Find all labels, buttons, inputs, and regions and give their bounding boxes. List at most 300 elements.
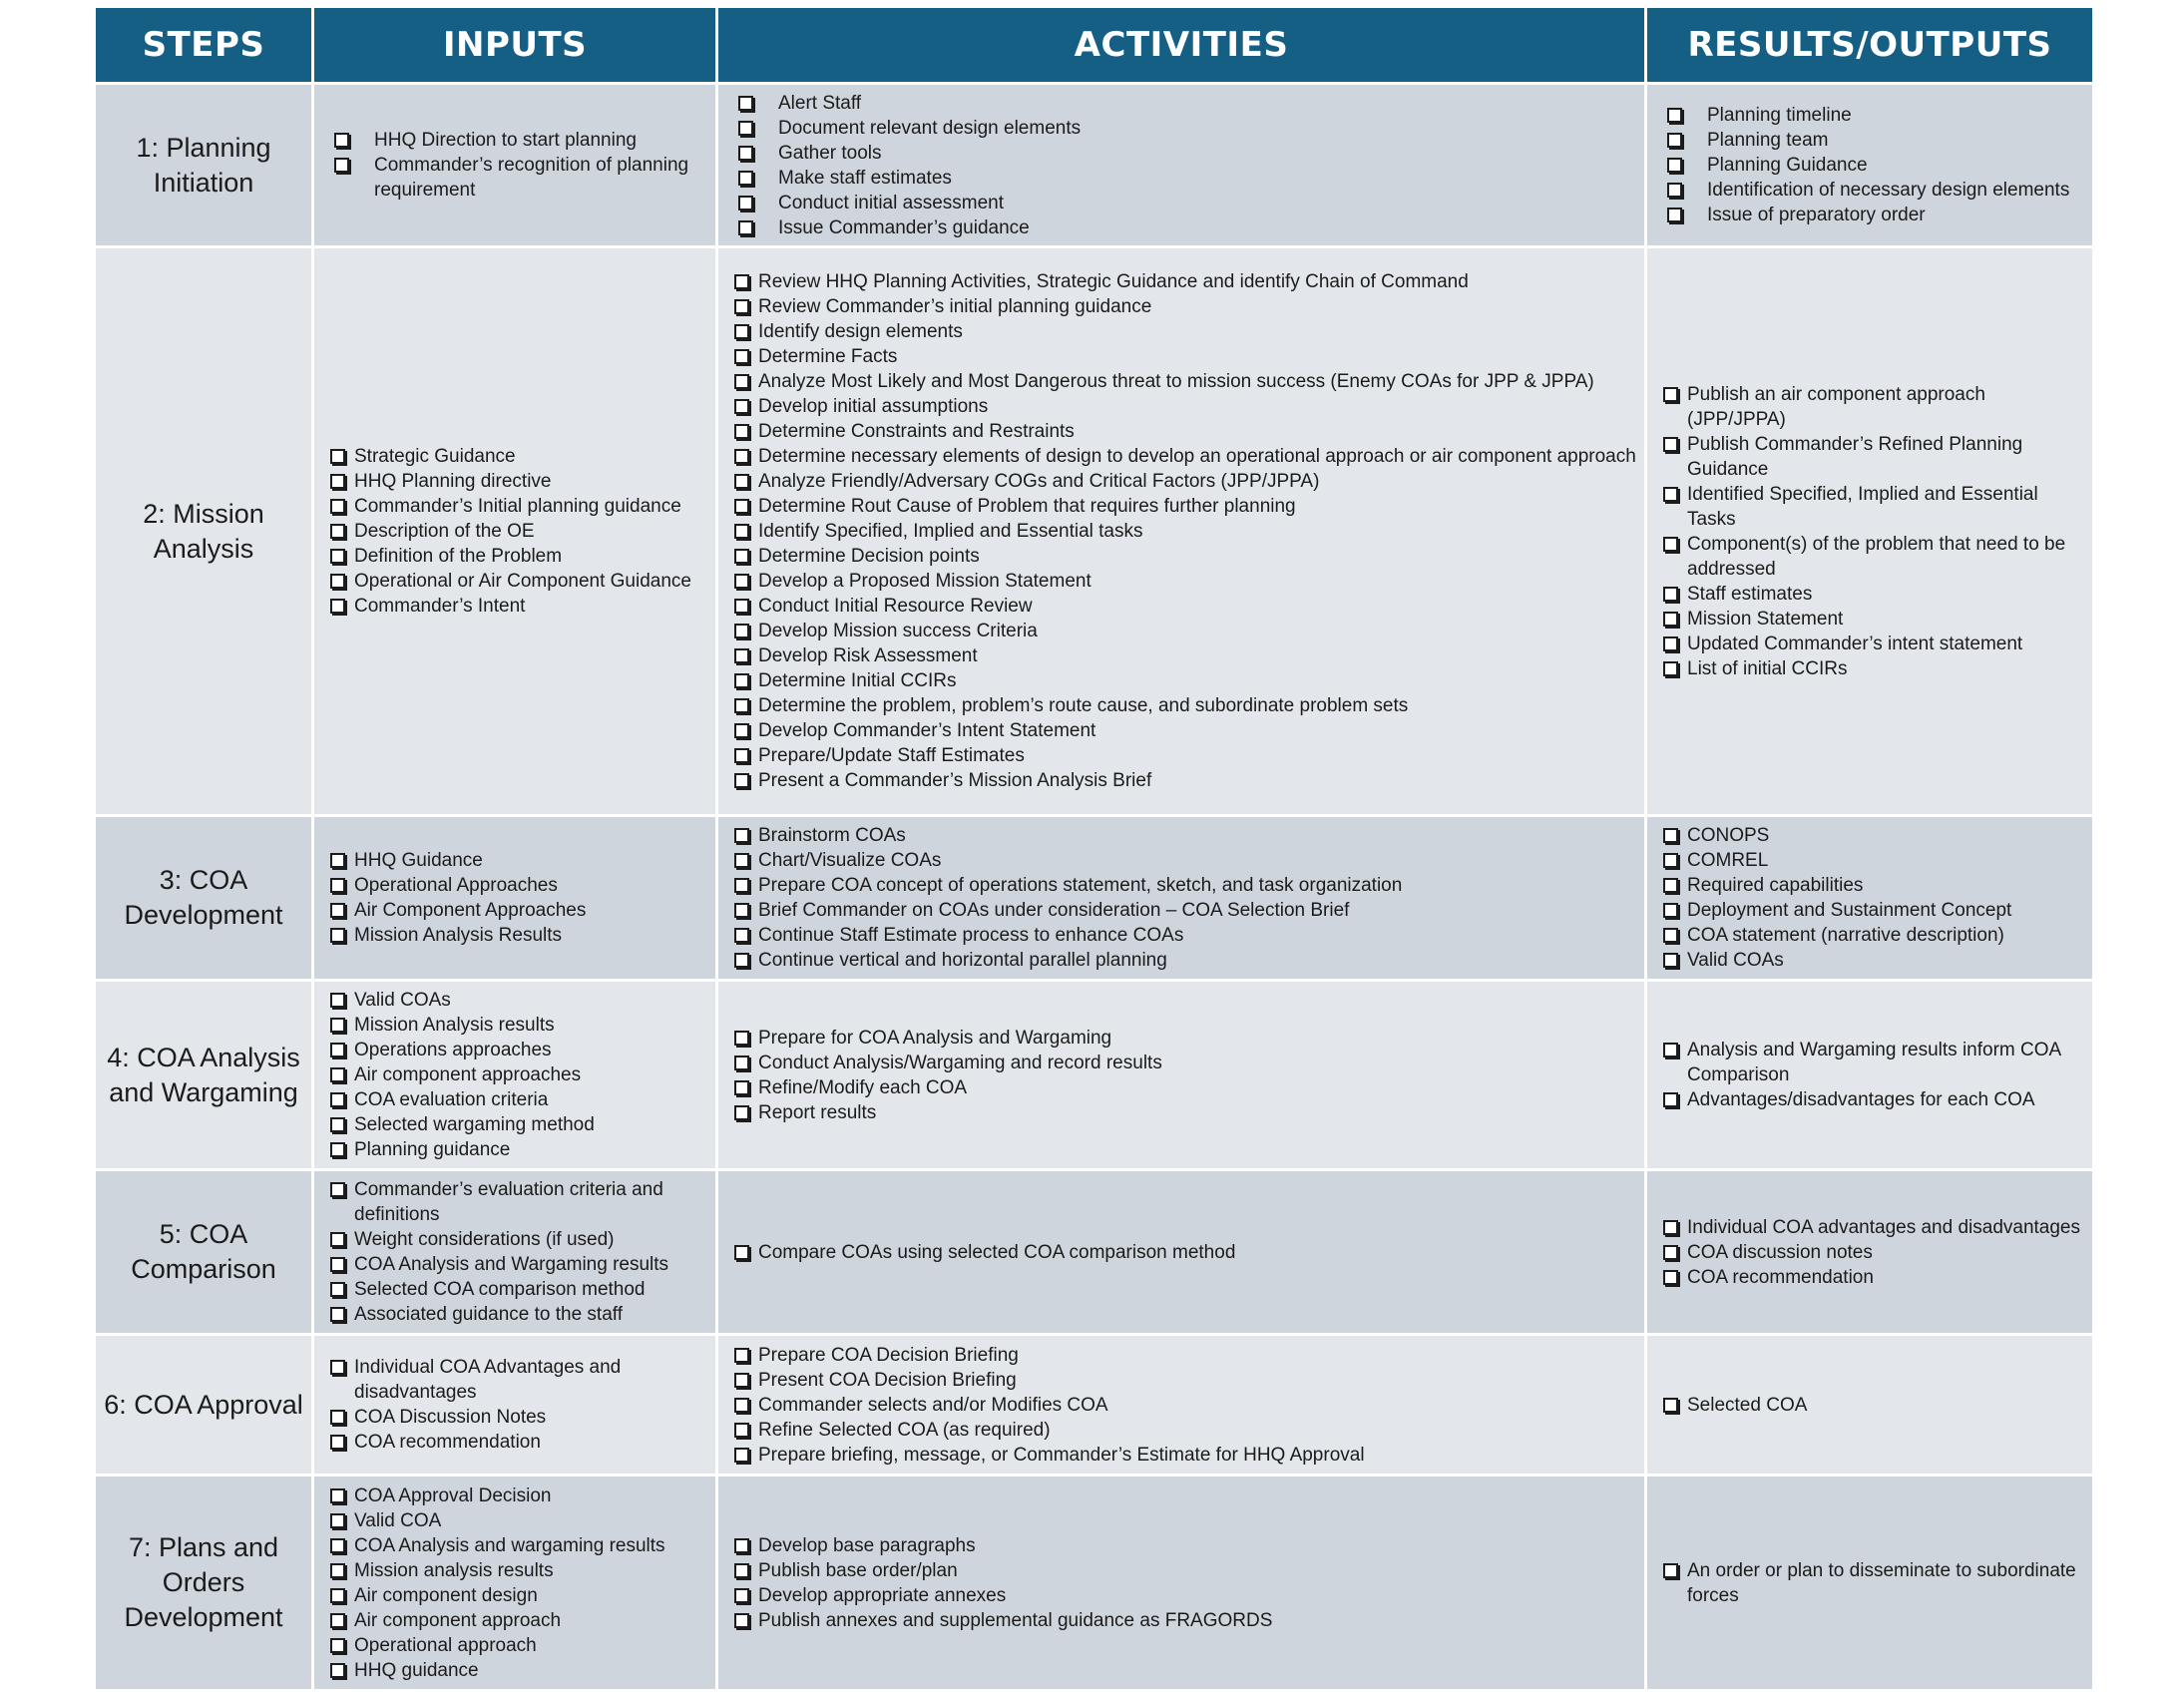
checkbox-icon [330,1513,345,1528]
list-item [314,1533,715,1558]
activities-cell [717,247,1646,816]
checkbox-icon [734,574,749,589]
list-item [718,1583,1644,1608]
checkbox-icon [330,1282,345,1297]
checkbox-icon [734,274,749,289]
list-item [314,1658,715,1683]
checkbox-icon [330,853,345,868]
item-text: Publish an air component approach (JPP/JPPA) [1687,383,1985,430]
list-item [718,569,1644,594]
checkbox-icon [1663,1043,1678,1058]
checkbox-icon [738,96,753,111]
checkbox-icon [330,1638,345,1653]
list-item [1647,582,2092,607]
checkbox-icon [1663,928,1678,943]
list-item [314,1302,715,1327]
item-text: List of initial CCIRs [1687,657,1848,679]
item-text: Advantages/disadvantages for each COA [1687,1089,2035,1110]
item-text: Refine/Modify each COA [758,1076,968,1098]
checkbox-icon [734,1245,749,1260]
list-item [1647,823,2092,848]
item-text: Individual COA advantages and disadvantages [1687,1216,2080,1238]
header-inputs: INPUTS [313,7,717,84]
item-text: Continue vertical and horizontal parallel planning [758,950,1167,971]
checkbox-icon [1663,878,1678,893]
inputs-cell [313,1476,717,1691]
checkbox-icon [734,524,749,539]
checkbox-icon [1663,953,1678,968]
checkbox-icon [734,399,749,414]
item-text: HHQ guidance [354,1659,479,1681]
checkbox-icon [1667,108,1682,123]
item-text: Planning guidance [354,1139,511,1160]
list-item [314,898,715,923]
outputs-cell [1646,1476,2094,1691]
inputs-cell [313,247,717,816]
list-item [718,848,1644,873]
item-text: Refine Selected COA (as required) [758,1419,1051,1441]
checkbox-icon [1663,661,1678,676]
list-item [718,319,1644,344]
list-item [314,1112,715,1137]
item-text: CONOPS [1687,825,1770,846]
item-text: Staff estimates [1687,583,1813,605]
item-text: COA recommendation [1687,1266,1874,1288]
table-row [95,84,2094,247]
step-label: 1: Planning Initiation [95,84,313,247]
checkbox-icon [330,524,345,539]
checkbox-icon [734,1031,749,1046]
checkbox-icon [1663,853,1678,868]
checkbox-icon [330,1257,345,1272]
checkbox-icon [734,648,749,663]
checkbox-icon [734,1563,749,1578]
item-text: Mission analysis results [354,1559,554,1581]
checkbox-icon [734,1373,749,1388]
list-item [314,1038,715,1062]
checkbox-icon [738,220,753,235]
list-item [314,128,715,153]
inputs-list [314,1483,715,1683]
activities-list [718,91,1644,240]
checkbox-icon [330,499,345,514]
checkbox-icon [1663,903,1678,918]
item-text: COMREL [1687,850,1769,871]
list-item [314,444,715,469]
outputs-list [1647,1393,2092,1418]
inputs-cell [313,816,717,981]
checkbox-icon [330,928,345,943]
list-item [718,1533,1644,1558]
item-text: Description of the OE [354,521,535,542]
list-item [1647,203,2092,227]
checkbox-icon [1663,537,1678,552]
list-item [314,1405,715,1430]
checkbox-icon [334,133,349,148]
list-item [314,1013,715,1038]
list-item [314,594,715,619]
item-text: Develop Commander’s Intent Statement [758,720,1096,741]
checkbox-icon [734,903,749,918]
item-text: Determine necessary elements of design to develop an operational approach or air component approach [758,446,1636,467]
checkbox-icon [330,599,345,614]
list-item [314,1608,715,1633]
checkbox-icon [734,299,749,314]
list-item [718,1368,1644,1393]
item-text: Operations approaches [354,1040,552,1060]
list-item [314,1483,715,1508]
table-row [95,247,2094,816]
item-text: Analysis and Wargaming results inform COA Comparison [1687,1040,2061,1085]
inputs-list [314,848,715,948]
list-item [314,1087,715,1112]
outputs-list [1647,1038,2092,1112]
list-item [314,494,715,519]
checkbox-icon [330,903,345,918]
item-text: COA Analysis and Wargaming results [354,1254,669,1275]
item-text: COA statement (narrative description) [1687,925,2004,946]
item-text: Document relevant design elements [778,117,1082,139]
list-item [718,294,1644,319]
item-text: Selected COA [1687,1394,1808,1416]
checkbox-icon [734,1105,749,1120]
activities-cell [717,816,1646,981]
item-text: Develop Mission success Criteria [758,621,1038,641]
checkbox-icon [1663,1220,1678,1235]
list-item [1647,1393,2092,1418]
header-activities: ACTIVITIES [717,7,1646,84]
activities-cell [717,1170,1646,1335]
checkbox-icon [734,1056,749,1070]
list-item [1647,1038,2092,1087]
item-text: Commander selects and/or Modifies COA [758,1394,1108,1416]
inputs-list [314,444,715,619]
checkbox-icon [330,878,345,893]
checkbox-icon [734,1588,749,1603]
planning-process-table [93,5,2095,1692]
checkbox-icon [734,723,749,738]
outputs-list [1647,1215,2092,1290]
checkbox-icon [734,1398,749,1413]
checkbox-icon [734,499,749,514]
checkbox-icon [1663,612,1678,627]
item-text: Analyze Friendly/Adversary COGs and Critical Factors (JPP/JPPA) [758,471,1320,492]
list-item [1647,632,2092,656]
item-text: Definition of the Problem [354,546,563,567]
checkbox-icon [734,828,749,843]
checkbox-icon [330,1307,345,1322]
item-text: Compare COAs using selected COA comparison method [758,1241,1236,1263]
item-text: Brief Commander on COAs under consideration – COA Selection Brief [758,900,1350,921]
item-text: Make staff estimates [778,167,952,189]
outputs-cell [1646,247,2094,816]
list-item [718,1558,1644,1583]
item-text: COA Discussion Notes [354,1407,547,1428]
item-text: Mission Analysis Results [354,925,563,946]
step-label: 5: COA Comparison [95,1170,313,1335]
checkbox-icon [330,449,345,464]
activities-list [718,823,1644,973]
list-item [314,1137,715,1162]
item-text: Present a Commander’s Mission Analysis Brief [758,770,1152,791]
item-text: HHQ Planning directive [354,471,552,492]
list-item [1647,482,2092,532]
outputs-list [1647,103,2092,227]
item-text: Operational approach [354,1634,537,1656]
table-row [95,816,2094,981]
list-item [718,419,1644,444]
item-text: Valid COAs [354,990,451,1011]
checkbox-icon [734,1613,749,1628]
checkbox-icon [1667,208,1682,222]
list-item [718,469,1644,494]
list-item [718,768,1644,793]
item-text: Determine Initial CCIRs [758,670,957,691]
list-item [314,1583,715,1608]
list-item [718,1100,1644,1125]
list-item [718,823,1644,848]
item-text: COA Approval Decision [354,1484,552,1506]
inputs-cell [313,1335,717,1476]
item-text: Associated guidance to the staff [354,1304,623,1325]
step-label: 7: Plans and Orders Development [95,1476,313,1691]
item-text: Strategic Guidance [354,446,516,467]
table-row [95,1335,2094,1476]
checkbox-icon [330,1588,345,1603]
list-item [718,643,1644,668]
item-text: Air component approaches [354,1064,582,1085]
list-item [314,519,715,544]
list-item [1647,153,2092,178]
inputs-cell [313,981,717,1170]
checkbox-icon [330,1182,345,1197]
checkbox-icon [734,1423,749,1438]
list-item [718,191,1644,215]
checkbox-icon [734,449,749,464]
outputs-cell [1646,1335,2094,1476]
checkbox-icon [1667,133,1682,148]
item-text: Publish base order/plan [758,1559,958,1581]
checkbox-icon [330,1043,345,1058]
checkbox-icon [1663,437,1678,452]
list-item [718,1393,1644,1418]
item-text: Develop initial assumptions [758,396,989,417]
list-item [718,898,1644,923]
checkbox-icon [734,599,749,614]
outputs-cell [1646,981,2094,1170]
checkbox-icon [734,1080,749,1095]
list-item [1647,1215,2092,1240]
checkbox-icon [738,121,753,136]
list-item [1647,923,2092,948]
table-row [95,1476,2094,1691]
list-item [314,1430,715,1455]
item-text: Identification of necessary design elements [1707,180,2070,201]
item-text: Identified Specified, Implied and Essential Tasks [1687,483,2038,530]
list-item [1647,656,2092,681]
list-item [1647,848,2092,873]
list-item [314,848,715,873]
list-item [1647,607,2092,632]
item-text: Selected COA comparison method [354,1279,646,1300]
list-item [314,923,715,948]
list-item [718,344,1644,369]
list-item [718,948,1644,973]
list-item [1647,1265,2092,1290]
activities-list [718,1533,1644,1633]
checkbox-icon [1663,1092,1678,1107]
item-text: Commander’s Intent [354,596,526,617]
list-item [718,369,1644,394]
list-item [1647,873,2092,898]
checkbox-icon [330,1538,345,1553]
list-item [718,519,1644,544]
item-text: Analyze Most Likely and Most Dangerous threat to mission success (Enemy COAs for JPP & JPPA) [758,371,1594,392]
item-text: COA discussion notes [1687,1241,1873,1263]
checkbox-icon [734,698,749,713]
checkbox-icon [330,1232,345,1247]
item-text: COA recommendation [354,1432,541,1453]
list-item [718,693,1644,718]
item-text: Develop base paragraphs [758,1534,976,1556]
checkbox-icon [738,196,753,211]
inputs-list [314,128,715,203]
checkbox-icon [734,1448,749,1463]
list-item [314,873,715,898]
item-text: HHQ Direction to start planning [374,130,637,151]
item-text: Determine Decision points [758,546,980,567]
item-text: Continue Staff Estimate process to enhance COAs [758,925,1184,946]
list-item [314,988,715,1013]
list-item [1647,948,2092,973]
list-item [1647,432,2092,482]
step-label: 3: COA Development [95,816,313,981]
activities-list [718,1026,1644,1125]
checkbox-icon [1663,1563,1678,1578]
list-item [718,1443,1644,1468]
checkbox-icon [734,324,749,339]
list-item [1647,898,2092,923]
checkbox-icon [1663,587,1678,602]
outputs-list [1647,1558,2092,1608]
item-text: Conduct Initial Resource Review [758,596,1033,617]
checkbox-icon [334,158,349,173]
item-text: Planning team [1707,130,1829,151]
list-item [718,394,1644,419]
checkbox-icon [1667,158,1682,173]
list-item [1647,1558,2092,1608]
item-text: Valid COAs [1687,950,1784,971]
item-text: Issue Commander’s guidance [778,216,1030,238]
list-item [718,668,1644,693]
list-item [314,1177,715,1227]
list-item [718,1051,1644,1075]
item-text: Conduct initial assessment [778,192,1004,213]
list-item [314,1558,715,1583]
activities-cell [717,84,1646,247]
list-item [314,469,715,494]
item-text: Conduct Analysis/Wargaming and record results [758,1052,1162,1073]
item-text: An order or plan to disseminate to subordinate forces [1687,1559,2076,1606]
item-text: Commander’s recognition of planning requirement [374,155,689,201]
inputs-list [314,1355,715,1455]
outputs-cell [1646,1170,2094,1335]
list-item [718,91,1644,116]
list-item [718,444,1644,469]
checkbox-icon [330,474,345,489]
item-text: Alert Staff [778,92,862,114]
list-item [718,873,1644,898]
header-row [95,7,2094,84]
list-item [718,923,1644,948]
list-item [314,569,715,594]
checkbox-icon [734,549,749,564]
item-text: Review HHQ Planning Activities, Strategic Guidance and identify Chain of Command [758,271,1469,292]
list-item [718,1075,1644,1100]
list-item [718,619,1644,643]
checkbox-icon [330,1488,345,1503]
activities-list [718,1240,1644,1265]
item-text: Mission Statement [1687,608,1844,630]
activities-cell [717,1335,1646,1476]
checkbox-icon [330,1018,345,1033]
list-item [314,1062,715,1087]
item-text: Planning timeline [1707,105,1852,126]
item-text: Identify design elements [758,321,963,342]
list-item [1647,103,2092,128]
list-item [1647,1087,2092,1112]
list-item [718,718,1644,743]
list-item [718,1026,1644,1051]
checkbox-icon [1667,183,1682,198]
list-item [718,594,1644,619]
checkbox-icon [738,146,753,161]
header-results-outputs: RESULTS/OUTPUTS [1646,7,2094,84]
item-text: Determine Constraints and Restraints [758,421,1075,442]
item-text: Prepare briefing, message, or Commander’s Estimate for HHQ Approval [758,1444,1365,1466]
item-text: Present COA Decision Briefing [758,1369,1017,1391]
list-item [1647,532,2092,582]
checkbox-icon [330,1117,345,1132]
checkbox-icon [734,748,749,763]
item-text: Air component approach [354,1609,562,1631]
activities-cell [717,1476,1646,1691]
checkbox-icon [330,549,345,564]
list-item [718,494,1644,519]
checkbox-icon [734,349,749,364]
list-item [314,1277,715,1302]
item-text: Chart/Visualize COAs [758,850,942,871]
table-row [95,1170,2094,1335]
item-text: Deployment and Sustainment Concept [1687,900,2012,921]
checkbox-icon [734,878,749,893]
list-item [718,1418,1644,1443]
item-text: Issue of preparatory order [1707,205,1926,225]
checkbox-icon [734,1538,749,1553]
checkbox-icon [734,624,749,638]
list-item [1647,1240,2092,1265]
item-text: Prepare/Update Staff Estimates [758,745,1025,766]
checkbox-icon [330,1067,345,1082]
item-text: Prepare COA Decision Briefing [758,1344,1019,1366]
checkbox-icon [734,424,749,439]
step-label: 6: COA Approval [95,1335,313,1476]
item-text: Review Commander’s initial planning guidance [758,296,1152,317]
item-text: Develop Risk Assessment [758,645,978,666]
checkbox-icon [1663,487,1678,502]
list-item [718,116,1644,141]
item-text: Determine Rout Cause of Problem that requires further planning [758,496,1296,517]
